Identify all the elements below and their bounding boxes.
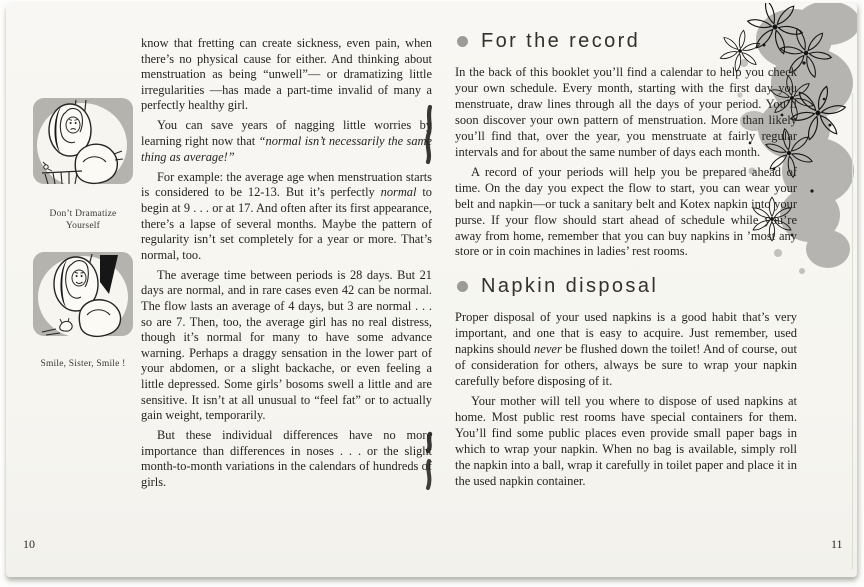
section-for-the-record — [455, 30, 797, 260]
section-napkin-disposal — [455, 275, 797, 489]
paragraph: Proper disposal of your used napkins is a good habit that’s very important, and one that is easy to acquire. Just remember, used napkins should never be flushed down the toilet! And of course, out of consideration for others, always be sure to wrap your napkin carefully before disposing of it. — [455, 310, 797, 388]
section-heading — [457, 30, 797, 53]
gray-dot-icon — [457, 281, 468, 292]
right-page-column — [455, 30, 797, 494]
left-page-text-column — [141, 36, 432, 495]
figure-dont-dramatize — [30, 98, 136, 232]
section-title: For the record — [481, 30, 641, 52]
girl-frowning-at-mirror-illustration-icon — [30, 98, 136, 200]
section-body — [455, 310, 797, 489]
booklet-spread — [6, 3, 857, 577]
paragraph: know that fretting can create sickness, even pain, when there’s no physical cause for either. And thinking about menstruation as being “unwell”— or dramatizing little irregularities —has made a part-time invalid of many a perfectly healthy girl. — [141, 36, 432, 113]
paragraph: The average time between periods is 28 days. But 21 days are normal, and in rare cases even 42 can be normal. The flow lasts an average of 4 days, but 3 are normal . . . so are 7. Then, too, the average girl has no real distress, though it’s normal for many to have some advance warning. Perhaps a draggy sensation in the lower part of your abdomen, or a slight backache, or even feeling a little depressed. Some girls’ bosoms swell a little and are sensitive. It isn’t at all unusual to “feel fat” or to actually gain weight, temporarily. — [141, 267, 432, 423]
figure-smile-sister — [30, 252, 136, 371]
figure-caption: Smile, Sister, Smile ! — [40, 359, 126, 369]
paragraph: For example: the average age when menstruation starts is considered to be 12-13. But it’s perfectly normal to begin at 9 . . . or at 17. And often after its first appearance, there’s a lapse of several months. Maybe the pattern of regularity isn’t set completely for a year or more. That’s normal, too. — [141, 169, 432, 262]
figure-caption: Don’t Dramatize Yourself — [49, 209, 117, 231]
gray-dot-icon — [457, 36, 468, 47]
paragraph: A record of your periods will help you be prepared ahead of time. On the day you expect the flow to start, you can wear your belt and napkin—or tuck a sanitary belt and Kotex napkin into your purse. If your flow should start ahead of schedule while you’re away from home, remember that you can buy napkins in ’most any store or in coin machines in ladies’ rest rooms. — [455, 164, 797, 259]
page-number-left: 10 — [23, 537, 35, 551]
paragraph: In the back of this booklet you’ll find a calendar to help you check your own schedule. Every month, starting with the first day you menstruate, draw lines through all the days of your period. You’ll soon discover your own pattern of menstruation. More than likely you’ll find that, over the year, you menstruate at fairly regular intervals and for about the same number of days each month. — [455, 65, 797, 159]
girl-smiling-at-mirror-illustration-icon — [30, 252, 136, 350]
paragraph: You can save years of nagging little worries by learning right now that “normal isn’t necessarily the same thing as average!” — [141, 118, 433, 164]
page-number-right: 11 — [831, 537, 843, 551]
paragraph: But these individual differences have no more importance than differences in noses . . . or the slight month-to-month variations in the calendars of hundreds of girls. — [141, 428, 432, 490]
section-body — [455, 65, 797, 260]
paragraph: Your mother will tell you where to dispose of used napkins at home. Most public rest rooms have special containers for them. You’ll find some public places even provide small paper bags in which to wrap your napkin. When no bag is available, simply roll the napkin into a ball, wrap it carefully in toilet paper and place it in the used napkin container. — [455, 394, 797, 488]
section-title: Napkin disposal — [481, 275, 659, 298]
section-heading — [457, 275, 797, 298]
